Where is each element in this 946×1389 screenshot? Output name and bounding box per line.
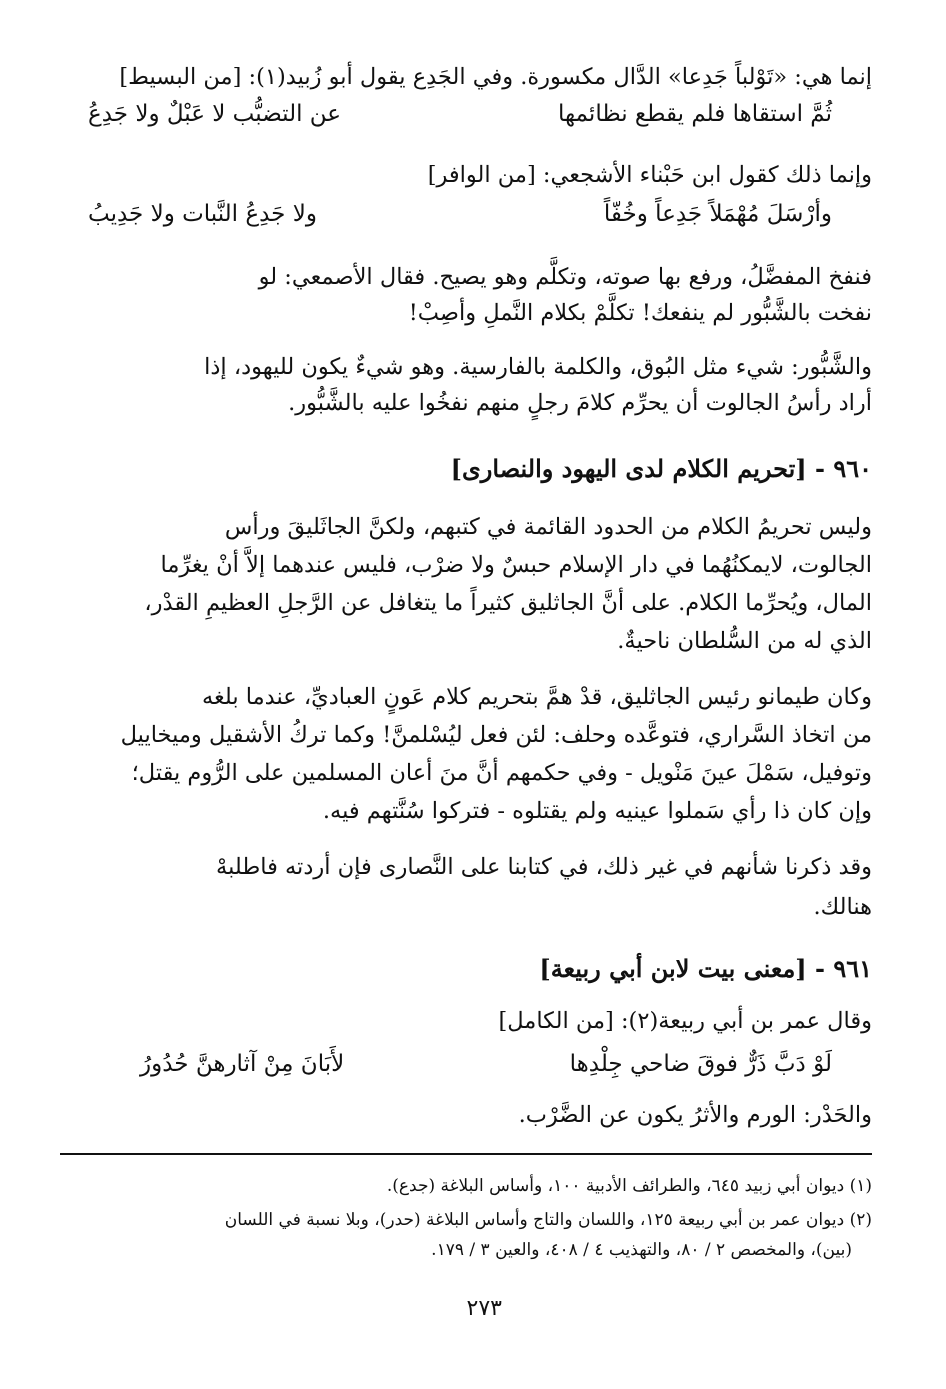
section-heading: ٩٦١ - [معنى بيت لابن أبي ربيعة] (539, 954, 872, 983)
paragraph-line: إنما هي: «تَوْلباً جَدِعا» الدَّال مكسورة. وفي الجَدِع يقول أبو زُبيد(١): [من البسيط] (119, 64, 872, 90)
verse-hemistich: وأرْسَلَ مُهْمَلاً جَدِعاً وخُفّاً (603, 201, 832, 227)
paragraph-line: نفخت بالشَّبُّور لم ينفعك! تكلَّمْ بكلام النَّملِ وأصِبْ! (408, 300, 872, 326)
paragraph-line: والشَّبُّور: شيء مثل البُوق، والكلمة بالفارسية. وهو شيءٌ يكون لليهود، إذا (204, 354, 872, 380)
paragraph-line: وتوفيل، سَمْلَ عينَ مَنْويل - وفي حكمهم أنَّ منَ أعان المسلمين على الرُّوم يقتل؛ (131, 760, 872, 786)
footnote: (بين)، والمخصص ٢ / ٨٠، والتهذيب ٤ / ٤٠٨، والعين ٣ / ١٧٩. (431, 1240, 852, 1260)
paragraph-line: هنالك. (813, 894, 872, 920)
verse-hemistich: لَوْ دَبَّ ذَرٌّ فوقَ ضاحي جِلْدِها (569, 1051, 832, 1077)
paragraph-line: الجالوت، لايمكنُهُما في دار الإسلام حبسٌ ولا ضرْب، فليس عندهما إلاَّ أنْ يغرِّما (160, 552, 872, 578)
paragraph-line: فنفخ المفضَّلُ، ورفع بها صوته، وتكلَّم وهو يصيح. فقال الأصمعي: لو (258, 264, 872, 290)
verse-hemistich: ولا جَدِعُ النَّبات ولا جَدِيبُ (88, 201, 317, 227)
paragraph-line: وليس تحريمُ الكلام من الحدود القائمة في كتبهم، ولكنَّ الجاثَليقَ ورأس (224, 514, 872, 540)
footnote: (٢) ديوان عمر بن أبي ربيعة ١٢٥، واللسان والتاج وأساس البلاغة (حدر)، وبلا نسبة في اللسان (224, 1210, 872, 1230)
paragraph-line: وإنما ذلك كقول ابن حَبْناء الأشجعي: [من الوافر] (427, 162, 872, 188)
book-page (60, 52, 872, 1352)
paragraph-line: أراد رأسُ الجالوت أن يحرِّم كلامَ رجلٍ منهم نفخُوا عليه بالشَّبُّور. (288, 390, 872, 416)
footnote-divider (60, 1153, 872, 1155)
paragraph-line: وكان طيمانو رئيس الجاثليق، قدْ همَّ بتحريم كلام عَونٍ العباديِّ، عندما بلغه (201, 684, 872, 710)
verse-hemistich: ثُمَّ استقاها فلم يقطع نظائمها (558, 101, 832, 127)
paragraph-line: وقد ذكرنا شأنهم في غير ذلك، في كتابنا على النَّصارى فإن أردته فاطلبهْ (216, 854, 872, 880)
verse-hemistich: عن التضبُّب لا عَبْلٌ ولا جَدِعُ (88, 101, 342, 127)
section-heading: ٩٦٠ - [تحريم الكلام لدى اليهود والنصارى] (450, 454, 872, 483)
paragraph-line: والحَدْر: الورم والأثرُ يكون عن الضَّرْب. (518, 1102, 872, 1128)
verse-hemistich: لأَبَانَ مِنْ آثارهنَّ حُدُورُ (140, 1051, 345, 1077)
paragraph-line: من اتخاذ السَّراري، فتوعَّده وحلف: لئن فعل ليُسْلمنَّ! وكما تركُ الأشقيل وميخاييل (120, 722, 872, 748)
paragraph-line: وإن كان ذا رأي سَملوا عينيه ولم يقتلوه - فتركوا سُنَّتهم فيه. (322, 798, 872, 824)
paragraph-line: وقال عمر بن أبي ربيعة(٢): [من الكامل] (498, 1008, 872, 1034)
paragraph-line: الذي له من السُّلطان ناحيةٌ. (617, 628, 872, 654)
page-number: ٢٧٣ (466, 1296, 502, 1321)
footnote: (١) ديوان أبي زبيد ٦٤٥، والطرائف الأدبية ١٠٠، وأساس البلاغة (جدع). (386, 1176, 872, 1196)
paragraph-line: المال، ويُحرِّما الكلام. على أنَّ الجاثليق كثيراً ما يتغافل عن الرَّجلِ العظيمِ القدْر، (144, 590, 872, 616)
